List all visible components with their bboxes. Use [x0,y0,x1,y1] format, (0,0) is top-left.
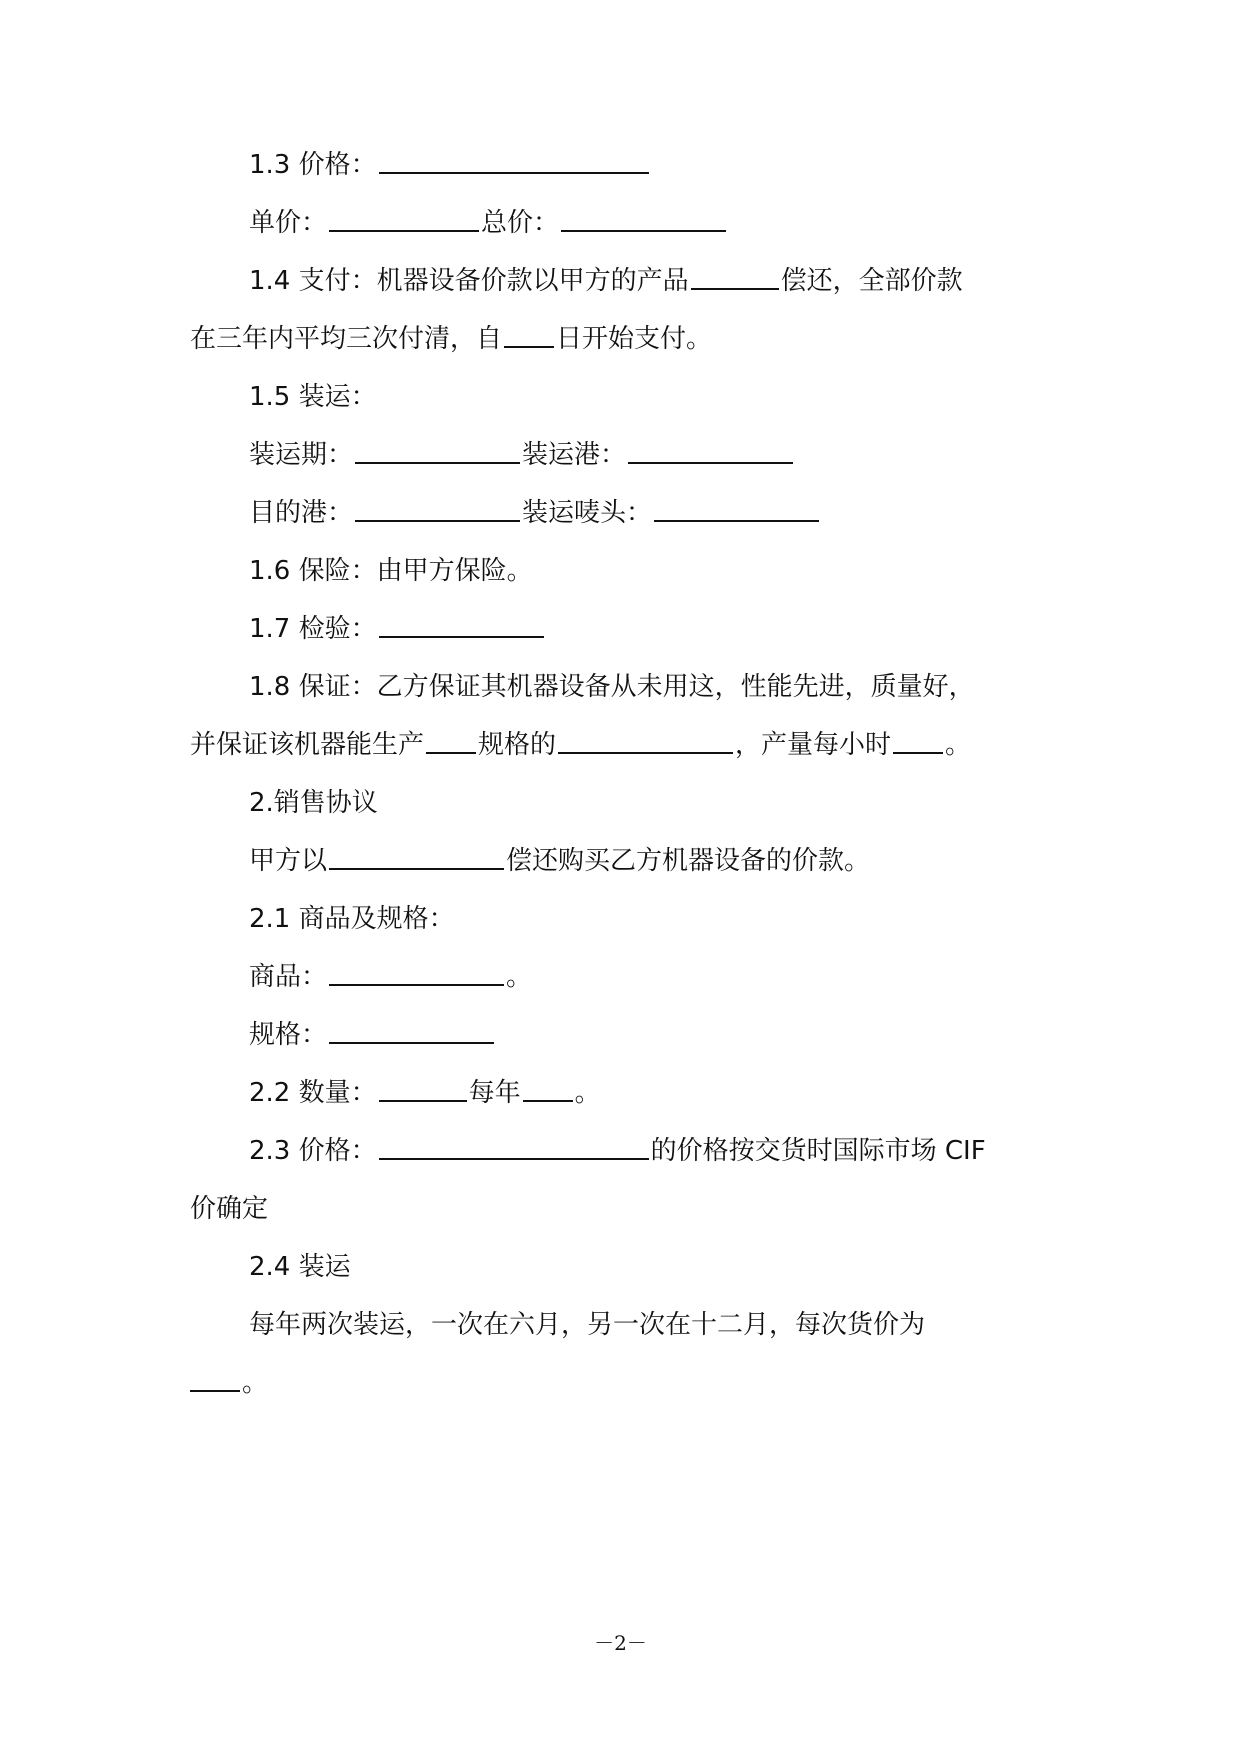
unit-price-label: 单价： [249,208,328,238]
clause-1-6-insurance [249,554,533,588]
fill-blank[interactable] [691,288,779,290]
fill-blank[interactable] [379,1158,649,1160]
clause-text: 甲方以 [249,846,328,876]
fill-blank[interactable] [329,230,479,232]
fill-blank[interactable] [426,752,476,754]
clause-1-8-continued [190,728,971,762]
fill-blank[interactable] [523,1100,573,1102]
spec-line [249,1018,496,1052]
fill-blank[interactable] [893,752,943,754]
clause-1-4-continued [190,322,712,356]
fill-blank[interactable] [654,520,819,522]
clause-text: 1.6 保险：由甲方保险。 [249,556,533,586]
clause-text-tail: 日开始支付。 [556,324,713,354]
section-2-heading [249,786,378,820]
clause-text: ，产量每小时 [735,730,892,760]
shipment-period-port-line [249,438,795,472]
clause-1-7-inspection [249,612,546,646]
goods-line [249,960,532,994]
clause-label: 2.3 价格： [249,1136,377,1166]
fill-blank[interactable] [628,462,793,464]
clause-text: 价确定 [190,1194,269,1224]
page-number: －2－ [594,1631,647,1655]
clause-text-tail: 偿还购买乙方机器设备的价款。 [506,846,871,876]
spec-label: 规格： [249,1020,328,1050]
unit-total-price-line [249,206,728,240]
clause-label: 2.2 数量： [249,1078,377,1108]
clause-text: 每年两次装运，一次在六月，另一次在十二月，每次货价为 [249,1310,926,1340]
clause-text: 1.4 支付：机器设备价款以甲方的产品 [249,266,689,296]
clause-text-tail: 。 [574,1078,601,1108]
fill-blank[interactable] [379,636,544,638]
fill-blank[interactable] [355,462,520,464]
clause-text: 每年 [468,1078,521,1108]
clause-1-5-shipment [249,380,377,414]
fill-blank[interactable] [558,752,733,754]
clause-2-3-continued [190,1192,268,1226]
total-price-label: 总价： [481,208,560,238]
fill-blank[interactable] [379,172,649,174]
clause-label: 1.3 价格： [249,150,377,180]
clause-2-4-continued [190,1366,268,1400]
clause-1-8-guarantee [249,670,975,704]
shipping-marks-label: 装运唛头： [522,498,653,528]
clause-1-4-payment [249,264,963,298]
clause-text-tail: 。 [506,962,533,992]
destination-port-label: 目的港： [249,498,354,528]
clause-2-4-body [249,1308,925,1342]
clause-text: 2.1 商品及规格： [249,904,455,934]
fill-blank[interactable] [355,520,520,522]
clause-text-tail: 。 [945,730,972,760]
section-2-intro [249,844,870,878]
clause-1-3-price [249,148,651,182]
fill-blank[interactable] [329,984,504,986]
clause-2-4-shipment [249,1250,351,1284]
clause-text: 2.4 装运 [249,1252,351,1282]
goods-label: 商品： [249,962,328,992]
clause-text-tail: 的价格按交货时国际市场 CIF [650,1136,986,1166]
fill-blank[interactable] [329,868,504,870]
clause-text: 在三年内平均三次付清，自 [190,324,503,354]
clause-label: 1.7 检验： [249,614,377,644]
section-title: 2.销售协议 [249,788,378,818]
fill-blank[interactable] [379,1100,467,1102]
clause-label: 1.5 装运： [249,382,377,412]
loading-port-label: 装运港： [522,440,627,470]
shipment-period-label: 装运期： [249,440,354,470]
clause-text: 1.8 保证：乙方保证其机器设备从未用这，性能先进，质量好， [249,672,975,702]
clause-2-1-goods-spec [249,902,455,936]
clause-text: 并保证该机器能生产 [190,730,425,760]
clause-text-tail: 。 [242,1368,269,1398]
fill-blank[interactable] [504,346,554,348]
destination-marks-line [249,496,821,530]
clause-text-tail: 偿还，全部价款 [780,266,963,296]
fill-blank[interactable] [561,230,726,232]
fill-blank[interactable] [190,1390,240,1392]
clause-2-2-quantity [249,1076,601,1110]
clause-text: 规格的 [478,730,557,760]
fill-blank[interactable] [329,1042,494,1044]
clause-2-3-price [249,1134,986,1168]
